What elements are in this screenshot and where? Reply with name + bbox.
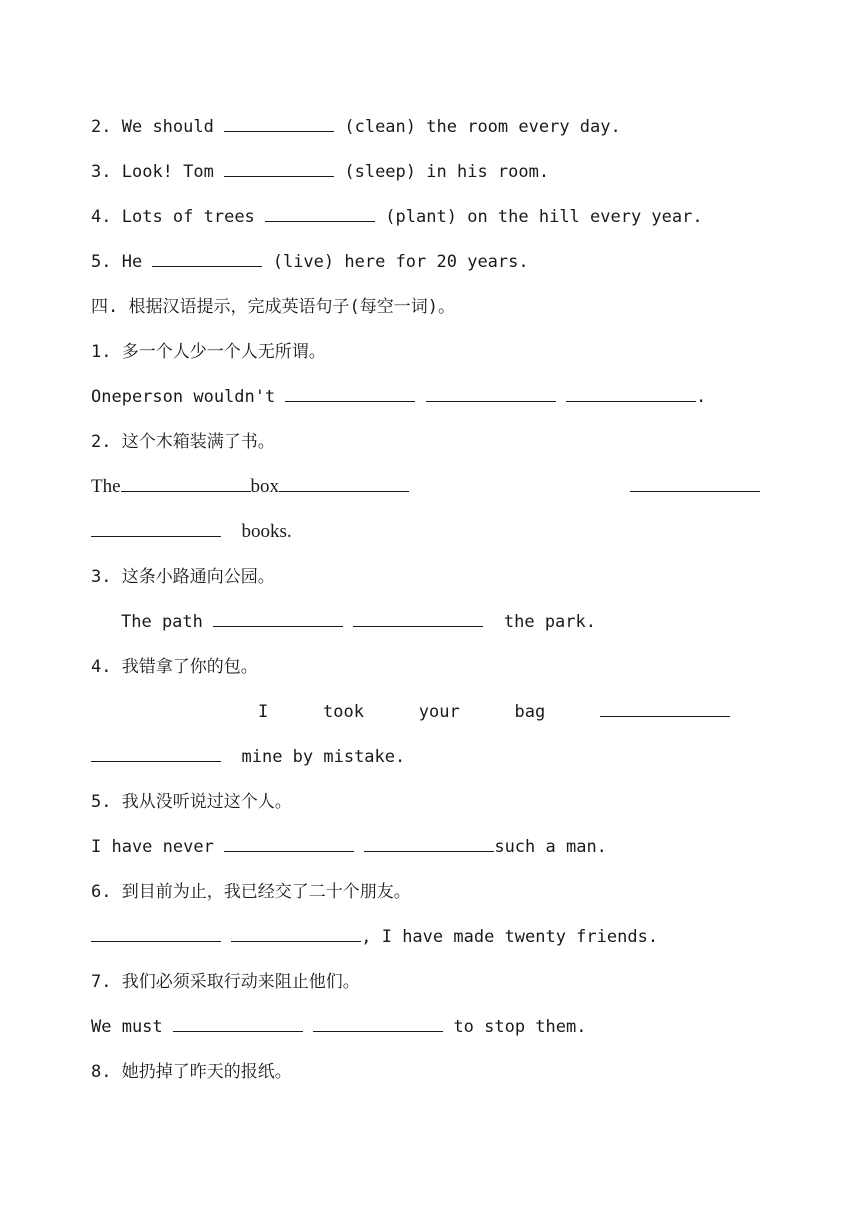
answer-blank[interactable] [426,383,556,402]
chinese-prompt: 2. 这个木箱装满了书。 [91,432,275,452]
sentence-start: Look! Tom [121,162,214,182]
sentence-end: such a man. [494,837,607,857]
sentence-end: to stop them. [453,1017,587,1037]
answer-line [91,923,760,951]
chinese-prompt: 7. 我们必须采取行动来阻止他们。 [91,972,360,992]
answer-blank[interactable] [630,473,760,492]
word: I [258,702,269,722]
sentence-start: I have never [91,837,214,857]
sentence-end: here for 20 years. [344,252,529,272]
question-number: 5. [91,252,112,272]
question-number: 4. [91,207,112,227]
answer-blank[interactable] [213,608,343,627]
answer-blank[interactable] [231,923,361,942]
question-number: 2. [91,117,112,137]
section-heading: 四. 根据汉语提示，完成英语句子(每空一词)。 [91,297,455,317]
sentence-start: We should [121,117,214,137]
question-line [91,203,760,231]
word: your [418,702,460,722]
verb-hint: (clean) [344,117,417,137]
answer-blank[interactable] [152,248,262,267]
sentence-start: He [121,252,143,272]
chinese-prompt: 1. 多一个人少一个人无所谓。 [91,342,326,362]
sentence-end: on the hill every year. [467,207,703,227]
word: bag [514,702,546,722]
answer-blank[interactable] [224,833,354,852]
sentence-start: Oneperson wouldn't [91,387,276,407]
chinese-prompt: 6. 到目前为止，我已经交了二十个朋友。 [91,882,411,902]
answer-blank[interactable] [313,1013,443,1032]
word: took [323,702,364,722]
question-line [91,113,760,141]
answer-blank[interactable] [224,113,334,132]
sentence-end: , I have made twenty friends. [361,927,659,947]
verb-hint: (sleep) [344,162,417,182]
sentence-start: We must [91,1017,163,1037]
chinese-prompt: 4. 我错拿了你的包。 [91,657,258,677]
answer-line [121,608,760,636]
answer-blank[interactable] [600,698,730,717]
answer-line [91,743,760,771]
question-line [91,158,760,186]
answer-blank[interactable] [91,743,221,762]
answer-blank[interactable] [265,203,375,222]
sentence-start: Lots of trees [121,207,255,227]
answer-line [258,698,730,726]
answer-blank[interactable] [91,518,221,537]
answer-blank[interactable] [285,383,415,402]
sentence-start: The path [121,612,203,632]
sentence-end: . [695,387,707,407]
verb-hint: (plant) [385,207,457,227]
answer-line [91,473,760,501]
answer-line [91,383,760,411]
answer-blank[interactable] [121,473,251,492]
answer-line [91,518,760,546]
answer-blank[interactable] [364,833,494,852]
sentence-end: mine by mistake. [241,747,406,767]
sentence-end: books. [241,521,292,542]
sentence-end: in his room. [426,162,550,182]
verb-hint: (live) [272,252,335,272]
answer-line [91,1013,760,1041]
word: The [91,476,121,497]
answer-line [91,833,760,861]
answer-blank[interactable] [91,923,221,942]
chinese-prompt: 5. 我从没听说过这个人。 [91,792,292,812]
chinese-prompt: 8. 她扔掉了昨天的报纸。 [91,1062,292,1082]
answer-blank[interactable] [566,383,696,402]
question-number: 3. [91,162,112,182]
chinese-prompt: 3. 这条小路通向公园。 [91,567,275,587]
answer-blank[interactable] [224,158,334,177]
answer-blank[interactable] [279,473,409,492]
word: box [250,476,280,497]
sentence-end: the room every day. [426,117,621,137]
answer-blank[interactable] [173,1013,303,1032]
question-line [91,248,760,276]
sentence-end: the park. [503,612,596,632]
answer-blank[interactable] [353,608,483,627]
